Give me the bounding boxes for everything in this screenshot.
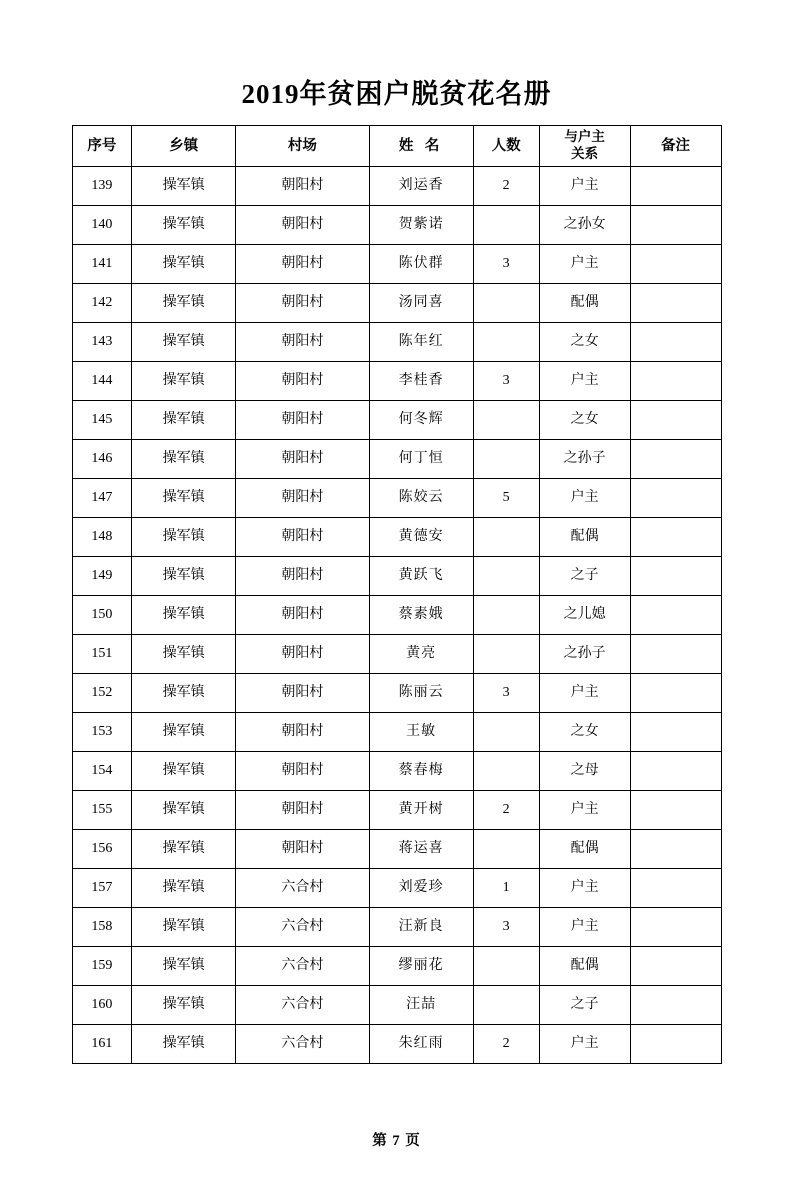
cell-name: 陈年红	[369, 323, 473, 362]
cell-town: 操军镇	[132, 518, 236, 557]
cell-note	[630, 167, 721, 206]
cell-village: 朝阳村	[236, 206, 370, 245]
cell-count	[473, 323, 539, 362]
cell-count: 3	[473, 245, 539, 284]
cell-count	[473, 557, 539, 596]
cell-note	[630, 518, 721, 557]
cell-name: 汪喆	[369, 986, 473, 1025]
cell-count: 2	[473, 167, 539, 206]
cell-relation: 之母	[539, 752, 630, 791]
cell-village: 朝阳村	[236, 752, 370, 791]
table-row	[72, 440, 721, 479]
cell-relation: 之孙子	[539, 440, 630, 479]
cell-village: 朝阳村	[236, 362, 370, 401]
cell-town: 操军镇	[132, 284, 236, 323]
cell-note	[630, 479, 721, 518]
cell-count	[473, 635, 539, 674]
table-row	[72, 830, 721, 869]
cell-index: 158	[72, 908, 132, 947]
cell-name: 陈丽云	[369, 674, 473, 713]
cell-relation: 配偶	[539, 947, 630, 986]
cell-town: 操军镇	[132, 791, 236, 830]
cell-relation: 之孙子	[539, 635, 630, 674]
table-row	[72, 713, 721, 752]
cell-index: 154	[72, 752, 132, 791]
cell-note	[630, 206, 721, 245]
cell-relation: 配偶	[539, 284, 630, 323]
cell-name: 汤同喜	[369, 284, 473, 323]
cell-note	[630, 635, 721, 674]
cell-index: 159	[72, 947, 132, 986]
cell-town: 操军镇	[132, 713, 236, 752]
cell-note	[630, 323, 721, 362]
cell-village: 朝阳村	[236, 557, 370, 596]
cell-relation: 之孙女	[539, 206, 630, 245]
cell-note	[630, 986, 721, 1025]
cell-town: 操军镇	[132, 947, 236, 986]
cell-count	[473, 440, 539, 479]
cell-note	[630, 947, 721, 986]
cell-relation: 户主	[539, 362, 630, 401]
column-header-note: 备注	[630, 126, 721, 167]
cell-count	[473, 830, 539, 869]
cell-count	[473, 713, 539, 752]
table-row	[72, 596, 721, 635]
cell-village: 朝阳村	[236, 167, 370, 206]
cell-village: 六合村	[236, 1025, 370, 1064]
cell-village: 朝阳村	[236, 830, 370, 869]
cell-index: 139	[72, 167, 132, 206]
table-row	[72, 674, 721, 713]
cell-index: 150	[72, 596, 132, 635]
table-row	[72, 245, 721, 284]
cell-relation: 户主	[539, 1025, 630, 1064]
cell-village: 朝阳村	[236, 713, 370, 752]
cell-village: 朝阳村	[236, 635, 370, 674]
cell-town: 操军镇	[132, 830, 236, 869]
column-header-relation	[539, 126, 630, 167]
cell-count	[473, 947, 539, 986]
column-header-relation-line2: 关系	[571, 146, 599, 161]
table-row	[72, 401, 721, 440]
cell-index: 141	[72, 245, 132, 284]
cell-village: 朝阳村	[236, 479, 370, 518]
cell-village: 朝阳村	[236, 284, 370, 323]
cell-name: 何冬辉	[369, 401, 473, 440]
cell-town: 操军镇	[132, 1025, 236, 1064]
cell-index: 147	[72, 479, 132, 518]
table-row	[72, 635, 721, 674]
table-row	[72, 869, 721, 908]
cell-index: 142	[72, 284, 132, 323]
table-row	[72, 362, 721, 401]
table-row	[72, 752, 721, 791]
table-row	[72, 947, 721, 986]
cell-name: 刘爱珍	[369, 869, 473, 908]
cell-name: 缪丽花	[369, 947, 473, 986]
cell-name: 朱红雨	[369, 1025, 473, 1064]
cell-index: 144	[72, 362, 132, 401]
cell-village: 朝阳村	[236, 323, 370, 362]
cell-relation: 户主	[539, 791, 630, 830]
cell-town: 操军镇	[132, 440, 236, 479]
cell-count	[473, 401, 539, 440]
cell-relation: 之女	[539, 713, 630, 752]
cell-village: 朝阳村	[236, 401, 370, 440]
cell-index: 148	[72, 518, 132, 557]
table-row	[72, 206, 721, 245]
cell-village: 六合村	[236, 908, 370, 947]
cell-village: 朝阳村	[236, 440, 370, 479]
table-row	[72, 986, 721, 1025]
cell-count: 3	[473, 362, 539, 401]
cell-note	[630, 752, 721, 791]
cell-name: 蒋运喜	[369, 830, 473, 869]
cell-town: 操军镇	[132, 674, 236, 713]
cell-note	[630, 674, 721, 713]
cell-index: 149	[72, 557, 132, 596]
cell-relation: 户主	[539, 674, 630, 713]
cell-index: 143	[72, 323, 132, 362]
cell-town: 操军镇	[132, 362, 236, 401]
cell-note	[630, 830, 721, 869]
cell-name: 黄开树	[369, 791, 473, 830]
cell-index: 153	[72, 713, 132, 752]
table-row	[72, 284, 721, 323]
cell-relation: 之女	[539, 401, 630, 440]
cell-note	[630, 791, 721, 830]
cell-town: 操军镇	[132, 401, 236, 440]
cell-index: 145	[72, 401, 132, 440]
cell-relation: 户主	[539, 245, 630, 284]
cell-relation: 户主	[539, 908, 630, 947]
cell-count: 5	[473, 479, 539, 518]
cell-name: 刘运香	[369, 167, 473, 206]
cell-town: 操军镇	[132, 245, 236, 284]
cell-count	[473, 752, 539, 791]
table-row	[72, 518, 721, 557]
cell-town: 操军镇	[132, 479, 236, 518]
table-row	[72, 167, 721, 206]
table-row	[72, 323, 721, 362]
cell-note	[630, 557, 721, 596]
table-body	[72, 167, 721, 1064]
cell-index: 157	[72, 869, 132, 908]
cell-note	[630, 362, 721, 401]
cell-count: 3	[473, 908, 539, 947]
table-row	[72, 908, 721, 947]
cell-count: 3	[473, 674, 539, 713]
cell-note	[630, 869, 721, 908]
cell-village: 朝阳村	[236, 674, 370, 713]
cell-village: 六合村	[236, 986, 370, 1025]
column-header-name: 姓 名	[369, 126, 473, 167]
cell-town: 操军镇	[132, 596, 236, 635]
cell-town: 操军镇	[132, 986, 236, 1025]
cell-name: 陈姣云	[369, 479, 473, 518]
cell-relation: 户主	[539, 869, 630, 908]
cell-count	[473, 596, 539, 635]
column-header-count: 人数	[473, 126, 539, 167]
cell-town: 操军镇	[132, 206, 236, 245]
page-title: 2019年贫困户脱贫花名册	[241, 79, 552, 109]
cell-name: 黄德安	[369, 518, 473, 557]
cell-index: 161	[72, 1025, 132, 1064]
roster-table	[72, 125, 722, 1064]
cell-name: 蔡春梅	[369, 752, 473, 791]
cell-index: 146	[72, 440, 132, 479]
column-header-index: 序号	[72, 126, 132, 167]
roster-table-wrapper	[72, 125, 722, 1064]
cell-note	[630, 440, 721, 479]
cell-note	[630, 284, 721, 323]
cell-count	[473, 284, 539, 323]
cell-note	[630, 245, 721, 284]
cell-village: 朝阳村	[236, 596, 370, 635]
cell-relation: 户主	[539, 479, 630, 518]
cell-village: 朝阳村	[236, 245, 370, 284]
cell-town: 操军镇	[132, 752, 236, 791]
cell-relation: 户主	[539, 167, 630, 206]
table-row	[72, 791, 721, 830]
cell-village: 六合村	[236, 869, 370, 908]
column-header-town: 乡镇	[132, 126, 236, 167]
table-row	[72, 557, 721, 596]
cell-name: 李桂香	[369, 362, 473, 401]
cell-count: 2	[473, 1025, 539, 1064]
cell-village: 六合村	[236, 947, 370, 986]
cell-index: 155	[72, 791, 132, 830]
cell-count	[473, 206, 539, 245]
cell-relation: 配偶	[539, 518, 630, 557]
cell-relation: 之女	[539, 323, 630, 362]
cell-index: 151	[72, 635, 132, 674]
cell-index: 152	[72, 674, 132, 713]
cell-note	[630, 596, 721, 635]
table-row	[72, 479, 721, 518]
document-page	[0, 72, 793, 1194]
cell-note	[630, 1025, 721, 1064]
table-row	[72, 1025, 721, 1064]
column-header-village: 村场	[236, 126, 370, 167]
cell-index: 156	[72, 830, 132, 869]
cell-count	[473, 518, 539, 557]
cell-note	[630, 401, 721, 440]
cell-count: 1	[473, 869, 539, 908]
cell-relation: 之儿媳	[539, 596, 630, 635]
cell-name: 黄亮	[369, 635, 473, 674]
cell-town: 操军镇	[132, 557, 236, 596]
cell-name: 汪新良	[369, 908, 473, 947]
cell-name: 王敏	[369, 713, 473, 752]
column-header-relation-line1: 与户主	[564, 129, 605, 145]
table-header	[72, 126, 721, 167]
cell-note	[630, 713, 721, 752]
cell-index: 160	[72, 986, 132, 1025]
cell-count	[473, 986, 539, 1025]
cell-count: 2	[473, 791, 539, 830]
cell-village: 朝阳村	[236, 518, 370, 557]
cell-town: 操军镇	[132, 635, 236, 674]
cell-town: 操军镇	[132, 167, 236, 206]
cell-note	[630, 908, 721, 947]
cell-relation: 之子	[539, 557, 630, 596]
cell-name: 何丁恒	[369, 440, 473, 479]
cell-name: 蔡素娥	[369, 596, 473, 635]
cell-town: 操军镇	[132, 869, 236, 908]
cell-index: 140	[72, 206, 132, 245]
cell-name: 贺紫诺	[369, 206, 473, 245]
page-footer: 第 7 页	[372, 1133, 421, 1149]
cell-relation: 配偶	[539, 830, 630, 869]
cell-name: 黄跃飞	[369, 557, 473, 596]
table-header-row	[72, 126, 721, 167]
cell-village: 朝阳村	[236, 791, 370, 830]
cell-relation: 之子	[539, 986, 630, 1025]
cell-name: 陈伏群	[369, 245, 473, 284]
cell-town: 操军镇	[132, 323, 236, 362]
cell-town: 操军镇	[132, 908, 236, 947]
